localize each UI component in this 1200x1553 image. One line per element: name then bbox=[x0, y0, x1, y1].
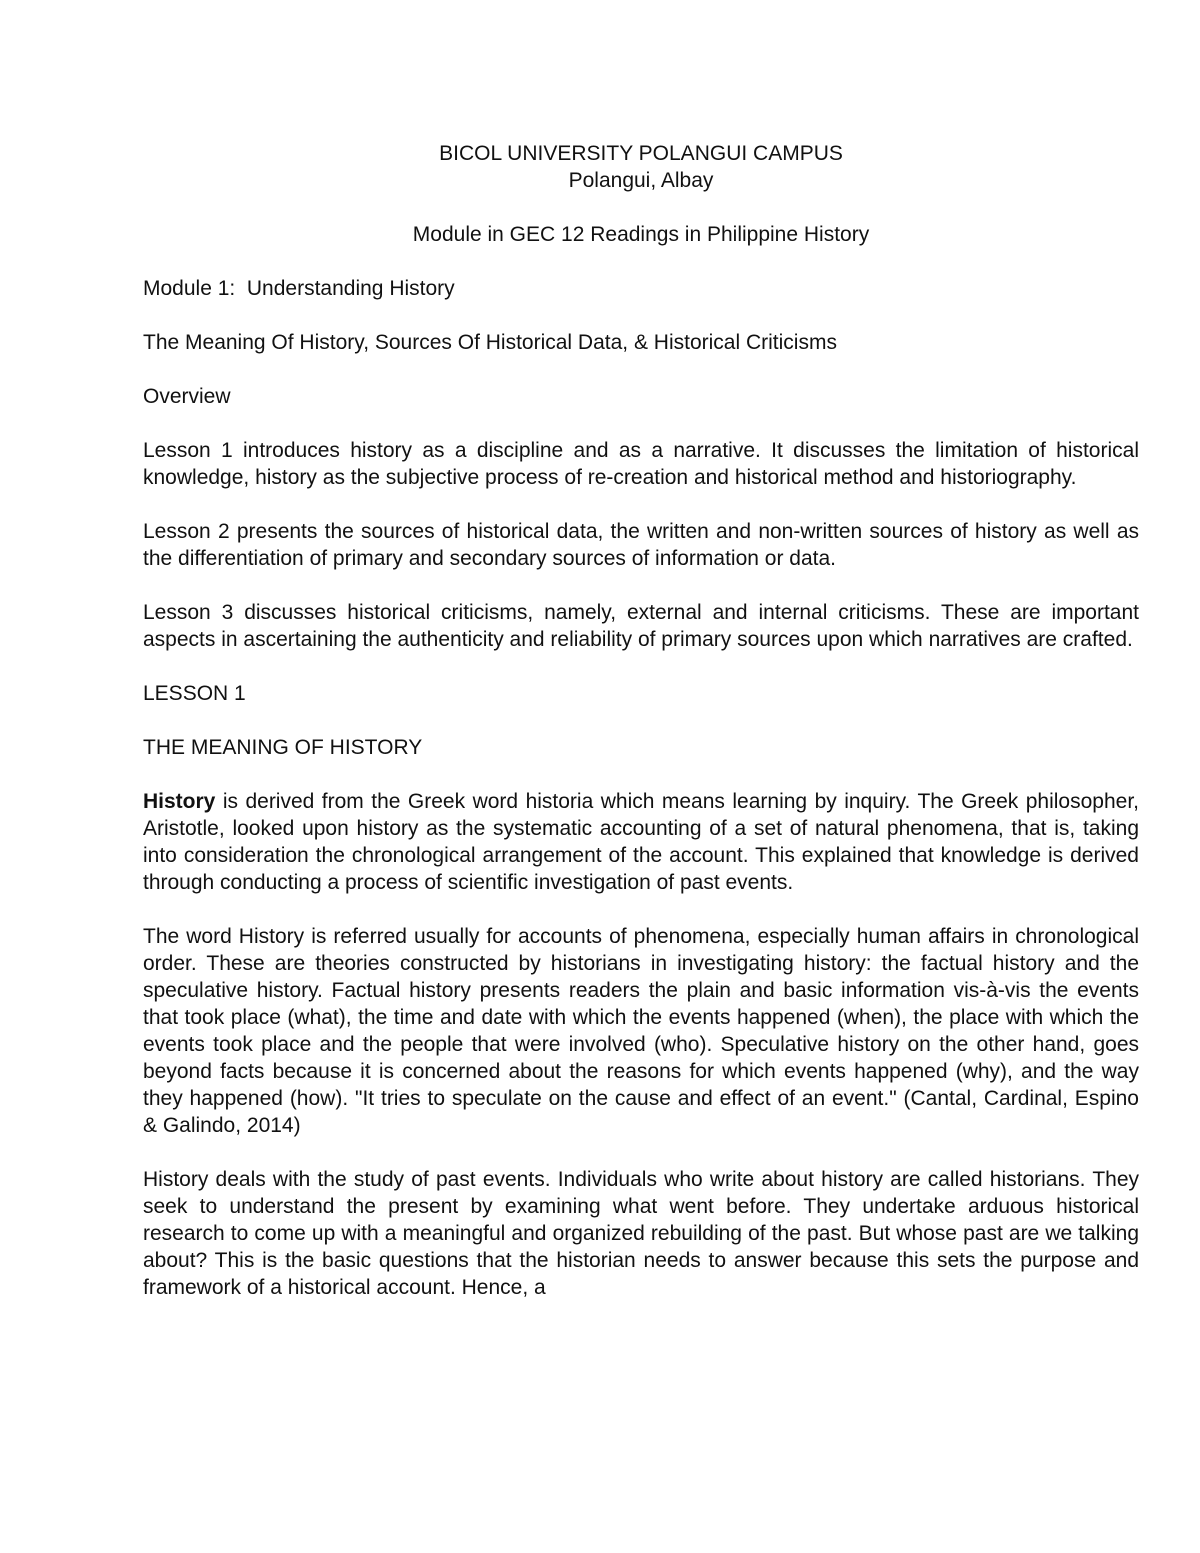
overview-lesson1-paragraph: Lesson 1 introduces history as a discipline and as a narrative. It discusses the limitation of historical knowledge, history as the subjective process of re-creation and historical method and historiography. bbox=[143, 439, 1139, 489]
lesson-label: LESSON 1 bbox=[143, 682, 246, 705]
module-course-title: Module in GEC 12 Readings in Philippine History bbox=[412, 223, 870, 246]
module-subtitle: The Meaning Of History, Sources Of Historical Data, & Historical Criticisms bbox=[143, 331, 837, 354]
overview-lesson2-paragraph: Lesson 2 presents the sources of historical data, the written and non-written sources of history as well as the differentiation of primary and secondary sources of information or data. bbox=[143, 520, 1139, 570]
history-definition-text: is derived from the Greek word historia which means learning by inquiry. The Greek philosopher, Aristotle, looked upon history as the systematic accounting of a set of natural phenomena, that is, taking into consideration the chronological arrangement of the account. This explained that knowledge is derived through conducting a process of scientific investigation of past events. bbox=[143, 790, 1139, 894]
module-title: Module 1: Understanding History bbox=[143, 277, 455, 300]
overview-lesson3-paragraph: Lesson 3 discusses historical criticisms, namely, external and internal criticisms. These are important aspects in ascertaining the authenticity and reliability of primary sources upon which narratives are crafted. bbox=[143, 601, 1139, 651]
history-definition-paragraph bbox=[143, 788, 1139, 896]
lesson-heading: THE MEANING OF HISTORY bbox=[143, 736, 423, 759]
factual-speculative-paragraph: The word History is referred usually for accounts of phenomena, especially human affairs in chronological order. These are theories constructed by historians in investigating history: the factual history and the speculative history. Factual history presents readers the plain and basic information vis-à-vis the events that took place (what), the time and date with which the events happened (when), the place with which the events took place and the people that were involved (who). Speculative history on the other hand, goes beyond facts because it is concerned about the reasons for which events happened (why), and the way they happened (how). "It tries to speculate on the cause and effect of an event." (Cantal, Cardinal, Espino & Galindo, 2014) bbox=[143, 925, 1139, 1137]
historians-paragraph: History deals with the study of past events. Individuals who write about history are called historians. They seek to understand the present by examining what went before. They undertake arduous historical research to come up with a meaningful and organized rebuilding of the past. But whose past are we talking about? This is the basic questions that the historian needs to answer because this sets the purpose and framework of a historical account. Hence, a bbox=[143, 1168, 1139, 1299]
overview-heading: Overview bbox=[143, 385, 231, 408]
campus-location: Polangui, Albay bbox=[568, 169, 714, 192]
history-term: History bbox=[143, 790, 216, 813]
university-name: BICOL UNIVERSITY POLANGUI CAMPUS bbox=[439, 142, 843, 165]
document-page bbox=[143, 140, 1139, 1301]
